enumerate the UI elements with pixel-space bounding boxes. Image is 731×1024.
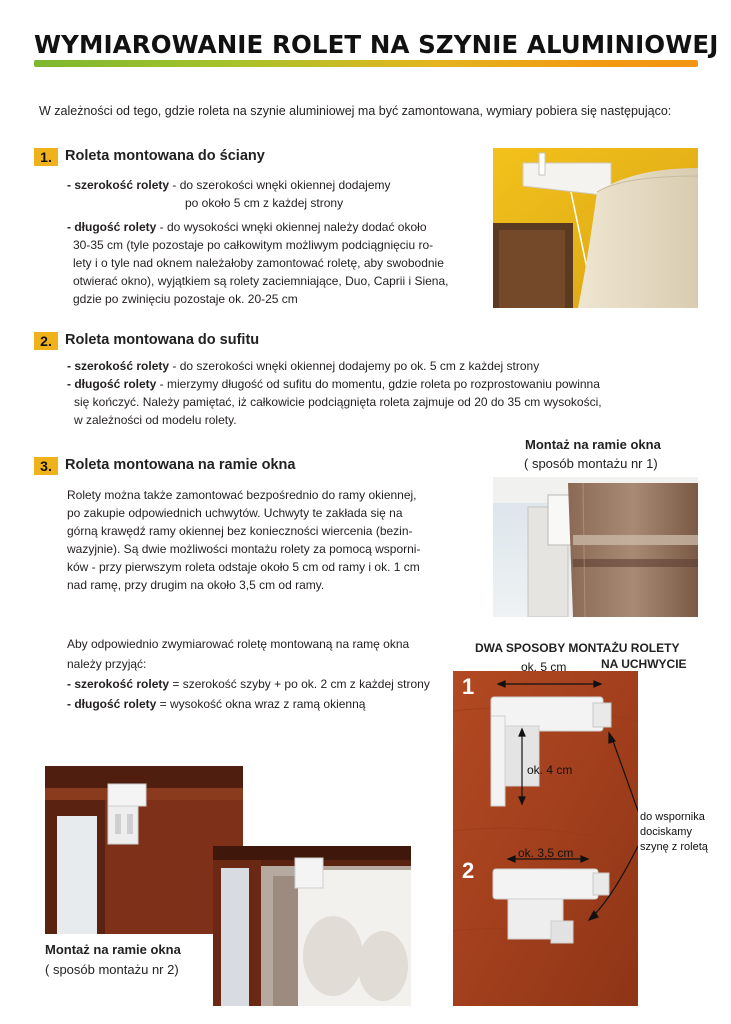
length-label: - długość rolety — [67, 220, 157, 234]
width-text: - do szerokości wnęki okiennej dodajemy po ok. 5 cm z każdej strony — [169, 359, 540, 373]
two-ways-caption-2: NA UCHWYCIE — [601, 657, 687, 671]
two-ways-caption-1: DWA SPOSOBY MONTAŻU ROLETY — [475, 641, 680, 655]
length-text-3: lety i o tyle nad oknem należałoby zamontować roletę, aby swobodnie — [73, 256, 444, 270]
section-3-number: 3. — [34, 457, 58, 475]
dim-label-35cm: ok. 3,5 cm — [518, 846, 574, 860]
section-3-title: Roleta montowana na ramie okna — [65, 457, 296, 473]
width-text: - do szerokości wnęki okiennej dodajemy — [169, 178, 391, 192]
section-3-line-5: ków - przy pierwszym roleta odstaje około 5 cm od ramy i ok. 1 cm — [67, 560, 420, 574]
bracket-number-1: 1 — [462, 674, 475, 699]
width-label: - szerokość rolety — [67, 178, 170, 192]
section-3-line-1: Rolety można także zamontować bezpośrednio do ramy okiennej, — [67, 488, 417, 502]
photo-brackets — [453, 671, 638, 1006]
length-text: - do wysokości wnęki okiennej należy dodać około — [156, 220, 427, 234]
length-text-2: się kończyć. Należy pamiętać, iż całkowicie podciągnięta roleta zajmuje od 20 do 35 cm wysokości, — [74, 395, 602, 409]
width-value: = szerokość szyby + po ok. 2 cm z każdej strony — [169, 677, 430, 691]
frame-mount-2b-illustration — [213, 846, 411, 1006]
bracket-number-2: 2 — [462, 858, 475, 883]
bracket-note-line-2: dociskamy — [640, 826, 692, 838]
length-text-4: otwierać okno), wyjątkiem są rolety zaciemniające, Duo, Caprii i Siena, — [73, 274, 449, 288]
section-1-title: Roleta montowana do ściany — [65, 148, 265, 164]
section-2-number: 2. — [34, 332, 58, 350]
length-value: = wysokość okna wraz z ramą okienną — [156, 697, 366, 711]
section-3-line-6: nad ramę, przy drugim na około 3,5 cm od ramy. — [67, 578, 325, 592]
title-gradient-bar — [34, 60, 698, 67]
bracket-note-line-3: szynę z roletą — [640, 841, 708, 853]
bracket-note — [640, 810, 708, 855]
section-3-line-4: wazyjnie). Są dwie możliwości montażu rolety za pomocą wsporni- — [67, 542, 421, 556]
section-3-line-3: górną krawędź ramy okiennej bez konieczności wiercenia (bezin- — [67, 524, 413, 538]
section-3-line-2: po zakupie odpowiednich uchwytów. Uchwyty te zakłada się na — [67, 506, 403, 520]
bracket-note-line-1: do wspornika — [640, 811, 705, 823]
frame-mount-1-illustration — [493, 477, 698, 617]
wall-mount-illustration — [493, 148, 698, 308]
photo-frame-mount-1 — [493, 477, 698, 617]
length-text: - mierzymy długość od sufitu do momentu, gdzie roleta po rozprostowaniu powinna — [156, 377, 600, 391]
width-text-2: po około 5 cm z każdej strony — [185, 196, 344, 210]
photo-frame-mount-2-b — [213, 846, 411, 1006]
dim-label-4cm: ok. 4 cm — [527, 763, 573, 777]
section-1-body — [67, 176, 467, 308]
caption-mount-1-sub: ( sposób montażu nr 1) — [524, 456, 658, 471]
dim-label-5cm: ok. 5 cm — [521, 660, 567, 674]
section-2-body — [67, 357, 707, 429]
photo-wall-mount — [493, 148, 698, 308]
length-text-2: 30-35 cm (tyle pozostaje po całkowitym możliwym podciągnięciu ro- — [73, 238, 434, 252]
width-label: - szerokość rolety — [67, 677, 170, 691]
section-2-title: Roleta montowana do sufitu — [65, 332, 260, 348]
section-3-body — [67, 486, 467, 594]
caption-mount-2-sub: ( sposób montażu nr 2) — [45, 962, 179, 977]
frame-measure-block — [67, 634, 467, 714]
length-text-5: gdzie po zwinięciu pozostaje ok. 20-25 cm — [73, 292, 298, 306]
caption-mount-1-title: Montaż na ramie okna — [525, 437, 661, 452]
width-label: - szerokość rolety — [67, 359, 170, 373]
frame-measure-line-1: Aby odpowiednio zwymiarować roletę montowaną na ramę okna — [67, 637, 410, 651]
caption-mount-2-title: Montaż na ramie okna — [45, 942, 181, 957]
brackets-illustration — [453, 671, 638, 1006]
length-text-3: w zależności od modelu rolety. — [74, 413, 237, 427]
section-1-number: 1. — [34, 148, 58, 166]
intro-text: W zależności od tego, gdzie roleta na szynie aluminiowej ma być zamontowana, wymiary pobiera się następująco: — [39, 104, 672, 118]
length-label: - długość rolety — [67, 377, 157, 391]
frame-measure-line-2: należy przyjąć: — [67, 657, 147, 671]
page-title: WYMIAROWANIE ROLET NA SZYNIE ALUMINIOWEJ — [34, 30, 719, 59]
length-label: - długość rolety — [67, 697, 157, 711]
